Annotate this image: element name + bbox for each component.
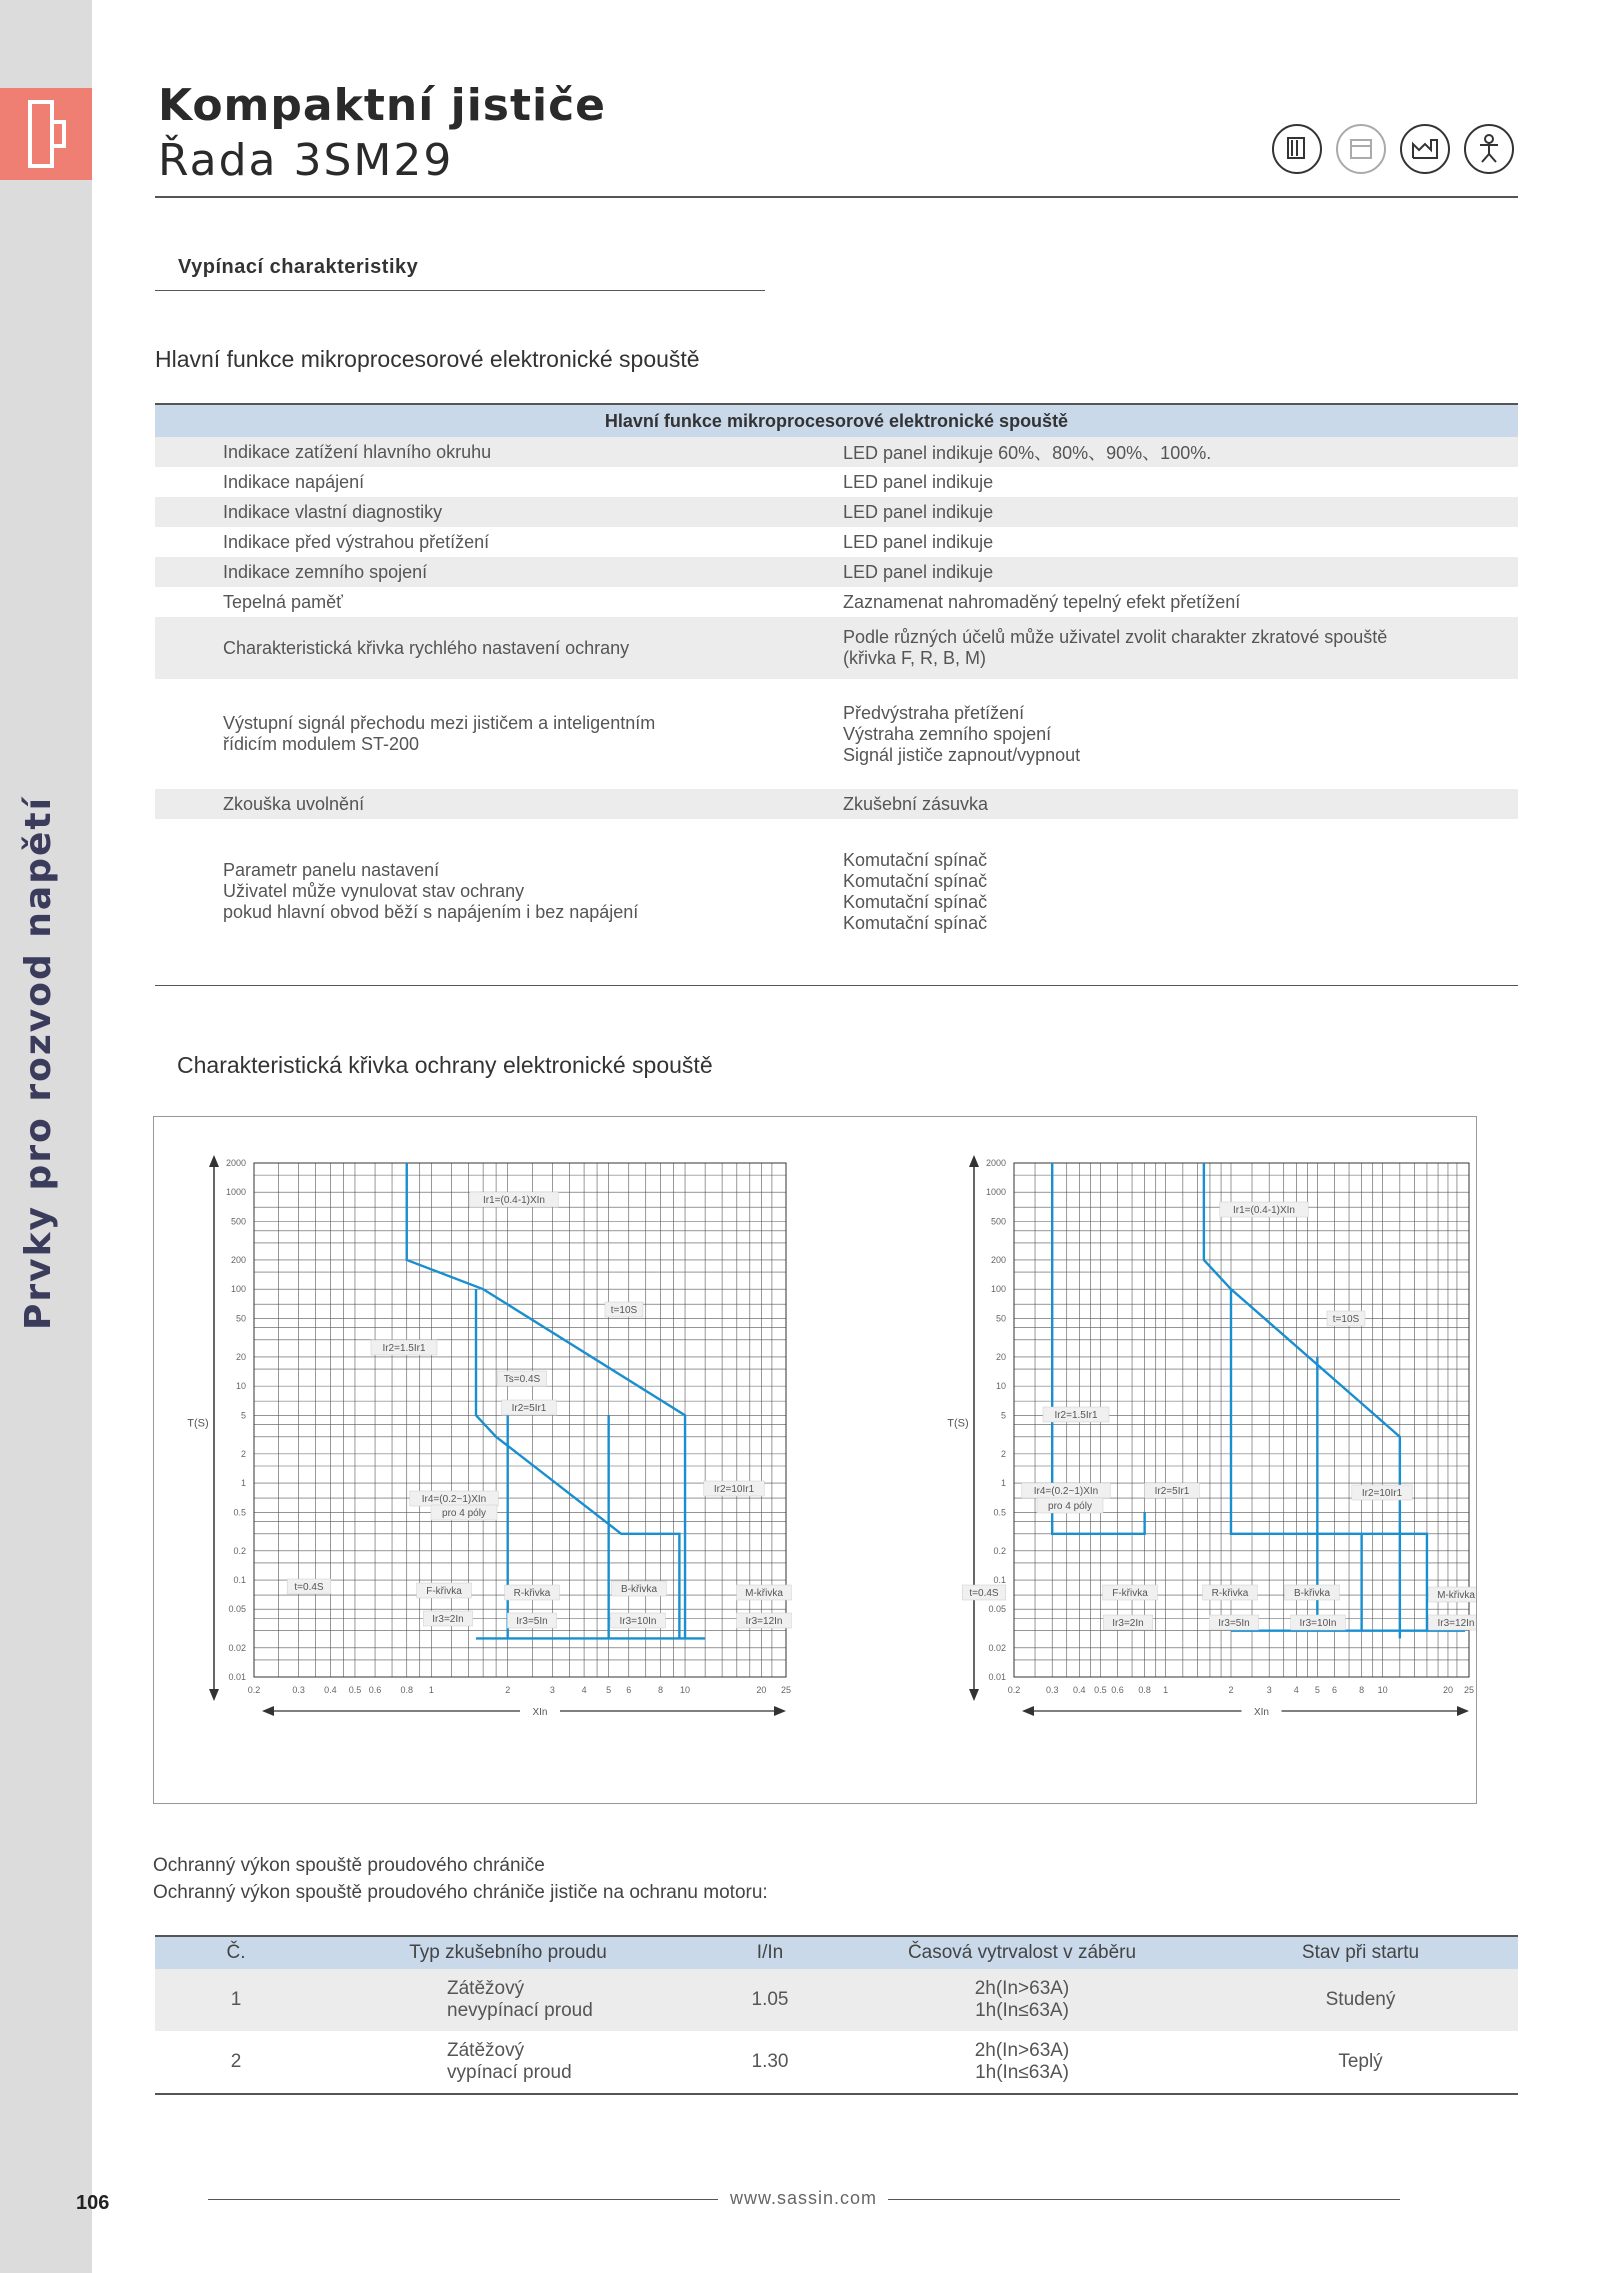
- y-tick-label: 1: [1000, 1478, 1006, 1489]
- y-tick-label: 500: [230, 1216, 246, 1227]
- y-tick-label: 0.2: [993, 1545, 1006, 1556]
- annotation-label: Ir3=12In: [1437, 1618, 1475, 1629]
- annotation-label: M-křivka: [1437, 1590, 1475, 1601]
- y-tick-label: 0.5: [993, 1507, 1006, 1518]
- annotation-label: F-křivka: [1112, 1588, 1148, 1599]
- function-description-line: Komutační spínač: [843, 849, 988, 870]
- function-name-line: Indikace zatížení hlavního okruhu: [223, 441, 492, 462]
- x-tick-label: 1: [1163, 1685, 1169, 1695]
- panel-icon: [1272, 124, 1322, 174]
- building-icon: [1336, 124, 1386, 174]
- annotation-label: Ts=0.4S: [503, 1374, 541, 1385]
- function-description-line: Zaznamenat nahromaděný tepelný efekt přetížení: [843, 591, 1241, 612]
- table-row: [155, 467, 1518, 497]
- page-series: Řada 3SM29: [158, 135, 454, 186]
- row-time: [841, 1969, 1203, 2031]
- function-name-line: Výstupní signál přechodu mezi jističem a inteligentním: [223, 713, 656, 733]
- function-name: [155, 789, 783, 819]
- function-name: [155, 819, 783, 964]
- x-axis-label: XIn: [1253, 1707, 1270, 1718]
- table-row: [155, 587, 1518, 617]
- factory-icon: [1400, 124, 1450, 174]
- x-tick-label: 0.2: [1007, 1685, 1021, 1695]
- function-name: [155, 467, 783, 497]
- y-tick-label: 1000: [225, 1187, 246, 1198]
- x-tick-label: 1: [428, 1685, 434, 1695]
- row-state: Teplý: [1203, 2031, 1518, 2094]
- functions-table-bottom-rule: [155, 985, 1518, 986]
- annotation-label: M-křivka: [745, 1588, 783, 1599]
- annotation-label: Ir3=10In: [619, 1616, 657, 1627]
- table-row: [155, 679, 1518, 789]
- y-tick-label: 200: [230, 1254, 246, 1265]
- y-tick-label: 100: [230, 1284, 246, 1295]
- row-no: 1: [155, 1969, 317, 2031]
- function-description-line: Komutační spínač: [843, 870, 988, 891]
- x-tick-label: 0.8: [400, 1685, 414, 1695]
- functions-table-header: Hlavní funkce mikroprocesorové elektronické spouště: [155, 404, 1518, 437]
- function-description: [783, 617, 1518, 679]
- y-tick-label: 200: [990, 1254, 1006, 1265]
- row-time-line: 2h(In>63A): [974, 2040, 1070, 2061]
- x-axis-arrow-right: [774, 1706, 786, 1716]
- y-tick-label: 0.5: [233, 1507, 246, 1518]
- x-tick-label: 25: [780, 1685, 792, 1695]
- annotation-label: Ir3=12In: [745, 1616, 783, 1627]
- function-description-line: LED panel indikuje: [843, 471, 994, 492]
- page-title: Kompaktní jističe: [158, 80, 606, 131]
- y-tick-label: 10: [995, 1381, 1006, 1392]
- y-tick-label: 0.05: [988, 1604, 1006, 1615]
- function-name-line: Charakteristická křivka rychlého nastavení ochrany: [223, 637, 630, 658]
- header-rule: [155, 196, 1518, 198]
- chart-frame: [153, 1116, 1477, 1804]
- y-axis-arrow-up: [969, 1155, 979, 1167]
- trip-curve: [1204, 1163, 1400, 1638]
- x-tick-label: 2: [505, 1685, 511, 1695]
- y-tick-label: 0.01: [988, 1672, 1006, 1682]
- function-description-line: Podle různých účelů může uživatel zvolit charakter zkratové spouště: [843, 627, 1388, 647]
- row-time: [841, 2031, 1203, 2094]
- annotation-label: R-křivka: [1211, 1588, 1249, 1599]
- x-tick-label: 10: [1377, 1685, 1388, 1695]
- function-description: [783, 557, 1518, 587]
- annotation-label: Ir3=10In: [1299, 1618, 1337, 1629]
- function-description-line: LED panel indikuje: [843, 501, 994, 522]
- function-description-line: Předvýstraha přetížení: [843, 702, 1025, 723]
- x-tick-label: 0.5: [1094, 1685, 1107, 1695]
- annotation-label: Ir1=(0.4-1)XIn: [1233, 1205, 1295, 1216]
- table-row: [155, 617, 1518, 679]
- annotation-label: Ir2=5Ir1: [511, 1403, 547, 1414]
- function-description-line: Komutační spínač: [843, 891, 988, 912]
- function-name: [155, 527, 783, 557]
- person-icon: [1464, 124, 1514, 174]
- annotation-label: F-křivka: [426, 1586, 462, 1597]
- x-tick-label: 0.3: [292, 1685, 305, 1695]
- function-description: [783, 437, 1518, 467]
- row-type-line: vypínací proud: [447, 2062, 572, 2083]
- y-tick-label: 0.1: [993, 1575, 1006, 1586]
- y-tick-label: 2: [1000, 1448, 1006, 1459]
- x-tick-label: 20: [1442, 1685, 1453, 1695]
- function-description-line: Zkušební zásuvka: [843, 793, 989, 814]
- y-axis-label: T(S): [947, 1417, 969, 1430]
- function-name-line: Indikace napájení: [223, 471, 365, 492]
- annotation-label: B-křivka: [1293, 1588, 1331, 1599]
- function-name-line: Indikace před výstrahou přetížení: [223, 531, 490, 552]
- function-name-line: řídicím modulem ST-200: [223, 734, 420, 754]
- function-description: [783, 587, 1518, 617]
- annotation-label: Ir2=5Ir1: [1154, 1486, 1190, 1497]
- annotation-label: t=0.4S: [294, 1582, 324, 1593]
- x-tick-label: 0.2: [247, 1685, 261, 1695]
- x-axis-arrow-left: [1022, 1706, 1034, 1716]
- function-name: [155, 587, 783, 617]
- function-name-line: Uživatel může vynulovat stav ochrany: [223, 881, 525, 901]
- x-tick-label: 6: [1332, 1685, 1338, 1695]
- annotation-label: t=10S: [610, 1305, 638, 1316]
- table-row: [155, 527, 1518, 557]
- annotation-label: Ir2=10Ir1: [1361, 1488, 1403, 1499]
- y-axis-arrow-up: [209, 1155, 219, 1167]
- annotation-label: Ir3=5In: [1218, 1618, 1250, 1629]
- row-time-line: 2h(In>63A): [974, 1978, 1070, 1999]
- table-row: [155, 819, 1518, 964]
- row-type-line: Zátěžový: [447, 2040, 525, 2061]
- row-type-line: Zátěžový: [447, 1978, 525, 1999]
- row-type: [317, 1969, 699, 2031]
- y-tick-label: 0.1: [233, 1575, 246, 1586]
- x-tick-label: 25: [1463, 1685, 1475, 1695]
- function-name: [155, 679, 783, 789]
- section-subtitle: Vypínací charakteristiky: [178, 256, 419, 278]
- function-name: [155, 617, 783, 679]
- x-tick-label: 4: [581, 1685, 587, 1695]
- chart-heading: Charakteristická křivka ochrany elektronické spouště: [177, 1052, 713, 1078]
- y-tick-label: 0.01: [228, 1672, 246, 1682]
- trip-curve: [1362, 1534, 1427, 1631]
- y-tick-label: 2000: [985, 1158, 1006, 1168]
- annotation-label: Ir4=(0.2~1)XIn: [421, 1494, 487, 1505]
- col-header-no: Č.: [155, 1936, 317, 1969]
- annotation-label: Ir3=5In: [516, 1616, 548, 1627]
- y-tick-label: 2: [240, 1448, 246, 1459]
- row-ratio: 1.05: [699, 1969, 841, 2031]
- function-description-line: Výstraha zemního spojení: [843, 723, 1052, 744]
- annotation-label: R-křivka: [513, 1588, 551, 1599]
- annotation-label: pro 4 póly: [442, 1508, 486, 1519]
- function-description-line: LED panel indikuje: [843, 561, 994, 582]
- note-line: Ochranný výkon spouště proudového chrániče: [153, 1855, 545, 1876]
- y-tick-label: 10: [235, 1381, 246, 1392]
- function-description: [783, 819, 1518, 964]
- x-tick-label: 2: [1228, 1685, 1234, 1695]
- y-tick-label: 20: [235, 1351, 246, 1362]
- notes: [153, 1852, 768, 1906]
- function-description-line: (křivka F, R, B, M): [843, 648, 986, 668]
- function-description: [783, 497, 1518, 527]
- x-tick-label: 5: [606, 1685, 612, 1695]
- table-row: [155, 2031, 1518, 2094]
- table-row: [155, 557, 1518, 587]
- y-axis-arrow-down: [209, 1689, 219, 1701]
- row-type-line: nevypínací proud: [447, 2000, 593, 2021]
- functions-table: [155, 403, 1518, 964]
- trip-curve: [1052, 1163, 1144, 1534]
- annotation-label: Ir1=(0.4-1)XIn: [483, 1195, 545, 1206]
- breaker-icon: [0, 88, 92, 180]
- x-tick-label: 3: [1266, 1685, 1272, 1695]
- y-tick-label: 500: [990, 1216, 1006, 1227]
- x-tick-label: 0.4: [324, 1685, 337, 1695]
- function-name-line: Tepelná paměť: [223, 591, 343, 612]
- function-description: [783, 789, 1518, 819]
- functions-heading: Hlavní funkce mikroprocesorové elektronické spouště: [155, 346, 700, 372]
- table-row: [155, 1969, 1518, 2031]
- x-axis-label: XIn: [532, 1707, 548, 1718]
- annotation-label: Ir2=10Ir1: [713, 1484, 755, 1495]
- x-tick-label: 4: [1293, 1685, 1299, 1695]
- function-description-line: LED panel indikuje: [843, 531, 994, 552]
- annotation-label: Ir2=1.5Ir1: [382, 1343, 426, 1354]
- annotation-label: t=10S: [1332, 1314, 1360, 1325]
- trip-curve-charts: [154, 1117, 1476, 1803]
- x-tick-label: 8: [657, 1685, 663, 1695]
- header-icons: [1272, 124, 1514, 174]
- col-header-type: Typ zkušebního proudu: [317, 1936, 699, 1969]
- function-name: [155, 497, 783, 527]
- function-name: [155, 437, 783, 467]
- table-row: [155, 497, 1518, 527]
- y-tick-label: 0.05: [228, 1604, 246, 1615]
- y-axis-label: T(S): [187, 1417, 209, 1430]
- function-name-line: pokud hlavní obvod běží s napájením i bez napájení: [223, 902, 639, 922]
- x-tick-label: 6: [626, 1685, 632, 1695]
- row-time-line: 1h(In≤63A): [975, 2062, 1069, 2083]
- x-tick-label: 20: [756, 1685, 767, 1695]
- row-no: 2: [155, 2031, 317, 2094]
- function-description: [783, 679, 1518, 789]
- footer-rule-left: [208, 2199, 718, 2200]
- function-description: [783, 467, 1518, 497]
- row-time-line: 1h(In≤63A): [975, 2000, 1069, 2021]
- annotation-label: Ir3=2In: [1112, 1618, 1144, 1629]
- page-number: 106: [76, 2192, 110, 2214]
- col-header-ratio: I/In: [699, 1936, 841, 1969]
- row-state: Studený: [1203, 1969, 1518, 2031]
- col-header-time: Časová vytrvalost v záběru: [841, 1936, 1203, 1969]
- annotation-label: Ir4=(0.2~1)XIn: [1033, 1486, 1099, 1497]
- table-row: [155, 789, 1518, 819]
- function-description-line: Signál jističe zapnout/vypnout: [843, 744, 1081, 765]
- function-description-line: Komutační spínač: [843, 912, 988, 933]
- row-ratio: 1.30: [699, 2031, 841, 2094]
- x-tick-label: 0.6: [368, 1685, 382, 1695]
- x-tick-label: 0.6: [1111, 1685, 1124, 1695]
- annotation-label: t=0.4S: [969, 1588, 999, 1599]
- x-tick-label: 3: [549, 1685, 555, 1695]
- y-tick-label: 1: [240, 1478, 246, 1489]
- function-name-line: Parametr panelu nastavení: [223, 860, 440, 880]
- x-tick-label: 0.3: [1045, 1685, 1059, 1695]
- x-tick-label: 5: [1314, 1685, 1320, 1695]
- table-row: [155, 437, 1518, 467]
- col-header-state: Stav při startu: [1203, 1936, 1518, 1969]
- annotation-label: Ir2=1.5Ir1: [1054, 1410, 1098, 1421]
- motor-protection-table: [155, 1935, 1518, 2095]
- y-tick-label: 2000: [225, 1158, 246, 1168]
- y-tick-label: 5: [240, 1410, 246, 1421]
- y-axis-arrow-down: [969, 1689, 979, 1701]
- y-tick-label: 50: [235, 1313, 246, 1324]
- x-axis-arrow-left: [262, 1706, 274, 1716]
- x-tick-label: 0.8: [1138, 1685, 1151, 1695]
- y-tick-label: 100: [990, 1284, 1006, 1295]
- annotation-label: pro 4 póly: [1048, 1501, 1092, 1512]
- function-description-line: LED panel indikuje 60%、80%、90%、100%.: [843, 443, 1212, 463]
- sidebar-label: Prvky pro rozvod napětí: [18, 796, 59, 1330]
- y-tick-label: 0.02: [228, 1642, 246, 1653]
- x-tick-label: 10: [680, 1685, 691, 1695]
- subtitle-rule: [155, 290, 765, 291]
- function-name-line: Zkouška uvolnění: [223, 793, 365, 814]
- x-tick-label: 0.4: [1073, 1685, 1086, 1695]
- function-name: [155, 557, 783, 587]
- y-tick-label: 0.2: [233, 1545, 246, 1556]
- footer-url: www.sassin.com: [730, 2188, 878, 2208]
- footer-rule-right: [888, 2199, 1400, 2200]
- y-tick-label: 0.02: [988, 1642, 1006, 1653]
- y-tick-label: 1000: [985, 1187, 1006, 1198]
- note-line: Ochranný výkon spouště proudového chrániče jističe na ochranu motoru:: [153, 1882, 768, 1903]
- function-name-line: Indikace zemního spojení: [223, 561, 428, 582]
- y-tick-label: 5: [1000, 1410, 1006, 1421]
- row-type: [317, 2031, 699, 2094]
- y-tick-label: 50: [995, 1313, 1006, 1324]
- annotation-label: Ir3=2In: [432, 1614, 464, 1625]
- function-name-line: Indikace vlastní diagnostiky: [223, 501, 443, 522]
- annotation-label: B-křivka: [620, 1584, 658, 1595]
- function-description: [783, 527, 1518, 557]
- x-tick-label: 8: [1359, 1685, 1365, 1695]
- y-tick-label: 20: [995, 1351, 1006, 1362]
- x-tick-label: 0.5: [348, 1685, 362, 1695]
- x-axis-arrow-right: [1457, 1706, 1469, 1716]
